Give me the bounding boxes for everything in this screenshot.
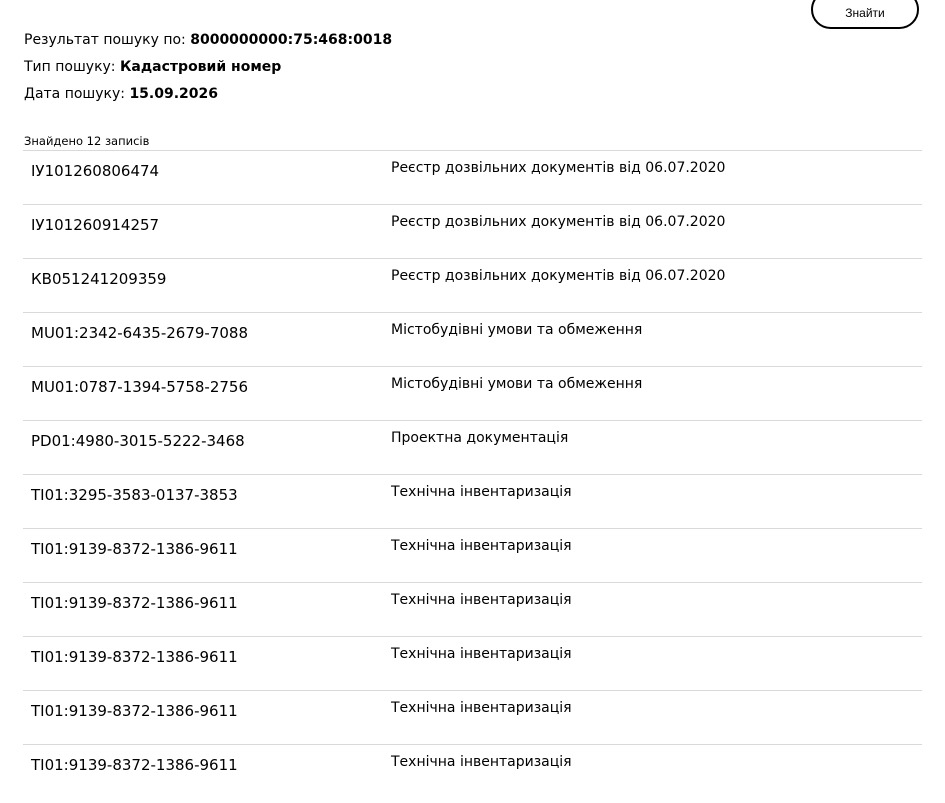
record-type: Містобудівні умови та обмеження xyxy=(391,322,643,338)
result-row[interactable] xyxy=(23,744,922,798)
record-type: Технічна інвентаризація xyxy=(391,754,572,770)
record-id: ІУ101260806474 xyxy=(31,162,160,180)
record-id: TI01:3295-3583-0137-3853 xyxy=(31,486,238,504)
result-row[interactable] xyxy=(23,636,922,690)
record-id: TI01:9139-8372-1386-9611 xyxy=(31,594,238,612)
record-id: TI01:9139-8372-1386-9611 xyxy=(31,540,238,558)
result-row[interactable] xyxy=(23,690,922,744)
record-type: Містобудівні умови та обмеження xyxy=(391,376,643,392)
result-row[interactable] xyxy=(23,258,922,312)
record-id: TI01:9139-8372-1386-9611 xyxy=(31,756,238,774)
record-type: Технічна інвентаризація xyxy=(391,484,572,500)
record-type: Реєстр дозвільних документів від 06.07.2020 xyxy=(391,214,726,230)
search-button[interactable]: Знайти xyxy=(811,0,919,29)
record-type: Реєстр дозвільних документів від 06.07.2020 xyxy=(391,268,726,284)
result-row[interactable] xyxy=(23,366,922,420)
search-type-value: Кадастровий номер xyxy=(119,59,282,75)
results-list xyxy=(23,150,922,798)
record-id: MU01:2342-6435-2679-7088 xyxy=(31,324,248,342)
record-type: Проектна документація xyxy=(391,430,569,446)
record-type: Технічна інвентаризація xyxy=(391,592,572,608)
record-id: КВ051241209359 xyxy=(31,270,167,288)
result-row[interactable] xyxy=(23,420,922,474)
record-type: Технічна інвентаризація xyxy=(391,646,572,662)
record-id: MU01:0787-1394-5758-2756 xyxy=(31,378,248,396)
record-type: Технічна інвентаризація xyxy=(391,538,572,554)
search-date-value: 15.09.2026 xyxy=(129,86,219,102)
found-count: Знайдено 12 записів xyxy=(24,134,150,148)
search-result-line xyxy=(24,31,392,49)
record-type: Реєстр дозвільних документів від 06.07.2020 xyxy=(391,160,726,176)
result-row[interactable] xyxy=(23,204,922,258)
record-type: Технічна інвентаризація xyxy=(391,700,572,716)
record-id: TI01:9139-8372-1386-9611 xyxy=(31,648,238,666)
search-result-value: 8000000000:75:468:0018 xyxy=(190,32,393,48)
search-date-label: Дата пошуку: xyxy=(24,86,125,102)
record-id: ІУ101260914257 xyxy=(31,216,160,234)
record-id: TI01:9139-8372-1386-9611 xyxy=(31,702,238,720)
result-row[interactable] xyxy=(23,474,922,528)
result-row[interactable] xyxy=(23,582,922,636)
search-date-line xyxy=(24,85,218,103)
result-row[interactable] xyxy=(23,312,922,366)
result-row[interactable] xyxy=(23,528,922,582)
result-row[interactable] xyxy=(23,150,922,204)
search-type-line xyxy=(24,58,281,76)
search-type-label: Тип пошуку: xyxy=(24,59,116,75)
search-result-label: Результат пошуку по: xyxy=(24,32,186,48)
record-id: PD01:4980-3015-5222-3468 xyxy=(31,432,245,450)
